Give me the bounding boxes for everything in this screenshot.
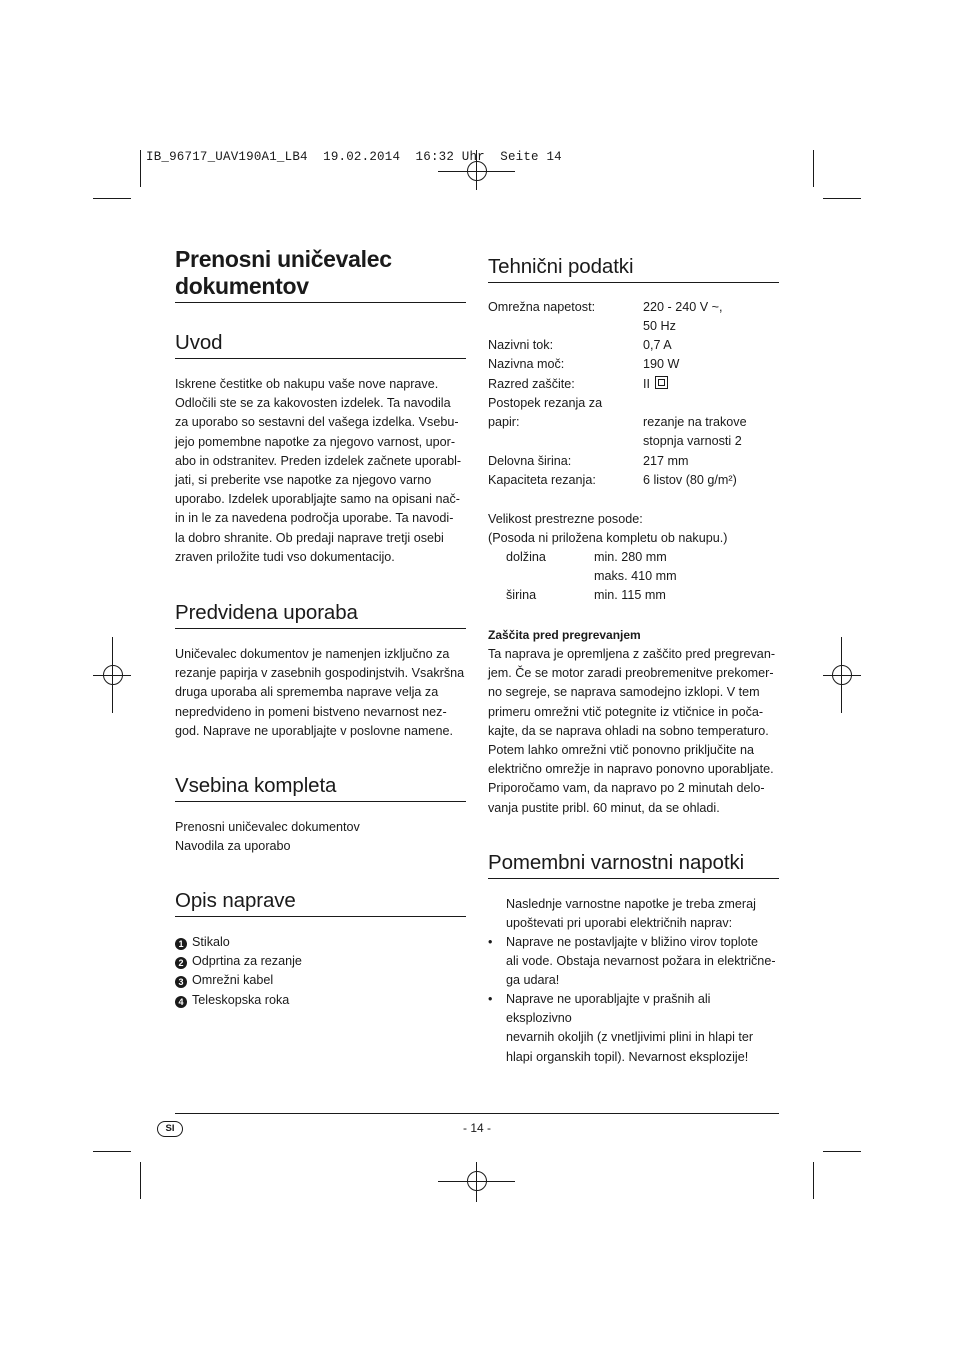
text-line: Iskrene čestitke ob nakupu vaše nove naprave. bbox=[175, 377, 439, 391]
text-line: jem. Če se motor zaradi preobremenitve prekomer- bbox=[488, 666, 774, 681]
text-line: primeru omrežni vtič potegnite iz vtičnice in poča- bbox=[488, 704, 764, 719]
text-line: ali vode. Obstaja nevarnost požara in električne- bbox=[506, 954, 776, 969]
spec-value-class bbox=[643, 375, 668, 394]
text-line: Uničevalec dokumentov je namenjen izključno za bbox=[175, 647, 450, 661]
text-line: električno omrežje in napravo ponovno uporabljate. bbox=[488, 762, 774, 777]
text-line: druga uporaba ali sprememba naprave velja za bbox=[175, 685, 439, 700]
posoda-note: (Posoda ni priložena kompletu ob nakupu.) bbox=[488, 531, 728, 545]
page-number: - 14 - bbox=[462, 1121, 491, 1135]
spec-value: 0,7 A bbox=[643, 338, 672, 352]
page-title: Prenosni uničevalec dokumentov bbox=[175, 246, 466, 303]
item-label: Stikalo bbox=[192, 935, 230, 949]
dim-label: širina bbox=[506, 588, 537, 602]
text-line: rezanje papirja v zasebnih gospodinjstvih. Vsakršna bbox=[175, 666, 465, 681]
crop-mark bbox=[93, 1151, 131, 1152]
spec-label: papir: bbox=[488, 415, 520, 429]
spec-value: II bbox=[643, 377, 650, 391]
crop-mark bbox=[813, 1162, 814, 1199]
number-badge: 3 bbox=[175, 976, 187, 988]
crop-mark bbox=[823, 1151, 861, 1152]
text-line: za uporabo so sestavni del vašega izdelka. Vsebu- bbox=[175, 415, 459, 430]
item-label: Omrežni kabel bbox=[192, 973, 274, 988]
text-line: Naslednje varnostne napotke je treba zmeraj bbox=[506, 897, 756, 911]
zascita-heading: Zaščita pred pregrevanjem bbox=[488, 628, 641, 642]
text-line: hlapi organskih topil). Nevarnost eksplozije! bbox=[506, 1049, 749, 1064]
text-line: Naprave ne postavljajte v bližino virov toplote bbox=[506, 935, 759, 949]
section-heading-varnostni: Pomembni varnostni napotki bbox=[488, 851, 779, 879]
protection-class-icon bbox=[655, 376, 668, 389]
item-label: Teleskopska roka bbox=[192, 992, 290, 1007]
section-heading-opis: Opis naprave bbox=[175, 889, 466, 917]
bullet-icon: • bbox=[488, 992, 493, 1006]
text-line: jati, si preberite vse napotke za njegovo varno bbox=[175, 473, 432, 488]
text-line: la dobro shranite. Ob predaji naprave tretji osebi bbox=[175, 530, 444, 545]
spec-value: 190 W bbox=[643, 357, 680, 371]
text-line: abo in odstranitev. Preden izdelek začnete uporabl- bbox=[175, 453, 462, 468]
list-item: Prenosni uničevalec dokumentov bbox=[175, 820, 360, 834]
varnostni-intro bbox=[506, 895, 791, 933]
section-heading-predvidena: Predvidena uporaba bbox=[175, 601, 466, 629]
text-line: zraven priložite tudi vso dokumentacijo. bbox=[175, 549, 395, 564]
text-line: upoštevati pri uporabi električnih naprav: bbox=[506, 916, 733, 931]
text-line: god. Naprave ne uporabljajte v poslovne namene. bbox=[175, 723, 453, 738]
text-line: ga udara! bbox=[506, 973, 560, 988]
list-item bbox=[175, 971, 470, 990]
list-item bbox=[175, 933, 470, 952]
dim-label: dolžina bbox=[506, 550, 546, 564]
number-badge: 4 bbox=[175, 996, 187, 1008]
text-line: Naprave ne uporabljajte v prašnih ali eksplozivno bbox=[506, 992, 711, 1026]
safety-bullet bbox=[488, 933, 788, 991]
text-line: Odločili ste se za kakovosten izdelek. Ta navodila bbox=[175, 396, 451, 411]
crop-mark bbox=[813, 150, 814, 187]
spec-value: 50 Hz bbox=[643, 319, 676, 333]
spec-value: 220 - 240 V ~, bbox=[643, 300, 723, 314]
number-badge: 2 bbox=[175, 957, 187, 969]
text-line: no segreje, se naprava samodejno izklopi. V tem bbox=[488, 685, 760, 700]
opis-list bbox=[175, 933, 470, 1010]
spec-value: 217 mm bbox=[643, 454, 689, 468]
language-badge: SI bbox=[157, 1121, 183, 1137]
spec-label: Kapaciteta rezanja: bbox=[488, 473, 596, 487]
number-badge: 1 bbox=[175, 938, 187, 950]
text-line: Ta naprava je opremljena z zaščito pred pregrevan- bbox=[488, 647, 776, 661]
crop-mark bbox=[140, 150, 141, 187]
text-line: Priporočamo vam, da napravo po 2 minutah delo- bbox=[488, 781, 765, 796]
posoda-label: Velikost prestrezne posode: bbox=[488, 512, 643, 526]
text-line: Potem lahko omrežni vtič ponovno priključite na bbox=[488, 743, 754, 758]
list-item bbox=[175, 952, 470, 971]
item-label: Odprtina za rezanje bbox=[192, 954, 302, 969]
text-line: vanja pustite pribl. 60 minut, da se ohladi. bbox=[488, 800, 720, 815]
dim-value: min. 280 mm bbox=[594, 550, 667, 564]
spec-value: stopnja varnosti 2 bbox=[643, 434, 742, 448]
crop-mark bbox=[823, 198, 861, 199]
section-heading-tehnicni: Tehnični podatki bbox=[488, 255, 779, 283]
text-line: nevarnih okoljih (z vnetljivimi plini in hlapi ter bbox=[506, 1030, 754, 1045]
footer-rule bbox=[175, 1113, 779, 1114]
spec-label: Postopek rezanja za bbox=[488, 396, 603, 410]
text-line: in in le za navedena področja uporabe. Ta navodi- bbox=[175, 511, 454, 526]
section-heading-uvod: Uvod bbox=[175, 331, 466, 359]
text-line: nepredvideno in pomeni bistveno nevarnost nez- bbox=[175, 704, 447, 719]
vsebina-list bbox=[175, 818, 470, 856]
spec-label: Nazivna moč: bbox=[488, 357, 565, 371]
crop-mark bbox=[140, 1162, 141, 1199]
print-header: IB_96717_UAV190A1_LB4 19.02.2014 16:32 Uhr Seite 14 bbox=[146, 150, 562, 164]
text-line: jejo pomembne napotke za njegovo varnost, upor- bbox=[175, 434, 456, 449]
uvod-text bbox=[175, 375, 470, 567]
predvidena-text bbox=[175, 645, 470, 741]
spec-label: Razred zaščite: bbox=[488, 377, 575, 391]
spec-label: Delovna širina: bbox=[488, 454, 572, 468]
spec-label: Nazivni tok: bbox=[488, 338, 554, 352]
crop-mark bbox=[93, 198, 131, 199]
list-item: Navodila za uporabo bbox=[175, 839, 291, 854]
list-item bbox=[175, 991, 470, 1010]
spec-label: Omrežna napetost: bbox=[488, 300, 596, 314]
spec-value: 6 listov (80 g/m²) bbox=[643, 473, 737, 487]
zascita-text bbox=[488, 645, 788, 818]
section-heading-vsebina: Vsebina kompleta bbox=[175, 774, 466, 802]
bullet-icon: • bbox=[488, 935, 493, 949]
safety-bullet bbox=[488, 990, 788, 1064]
dim-value: min. 115 mm bbox=[594, 588, 666, 602]
dim-value: maks. 410 mm bbox=[594, 569, 677, 583]
spec-value: rezanje na trakove bbox=[643, 415, 747, 429]
text-line: uporabo. Izdelek uporabljajte samo na opisani nač- bbox=[175, 492, 460, 507]
text-line: kajte, da se naprava ohladi na sobno temperaturo. bbox=[488, 723, 769, 738]
